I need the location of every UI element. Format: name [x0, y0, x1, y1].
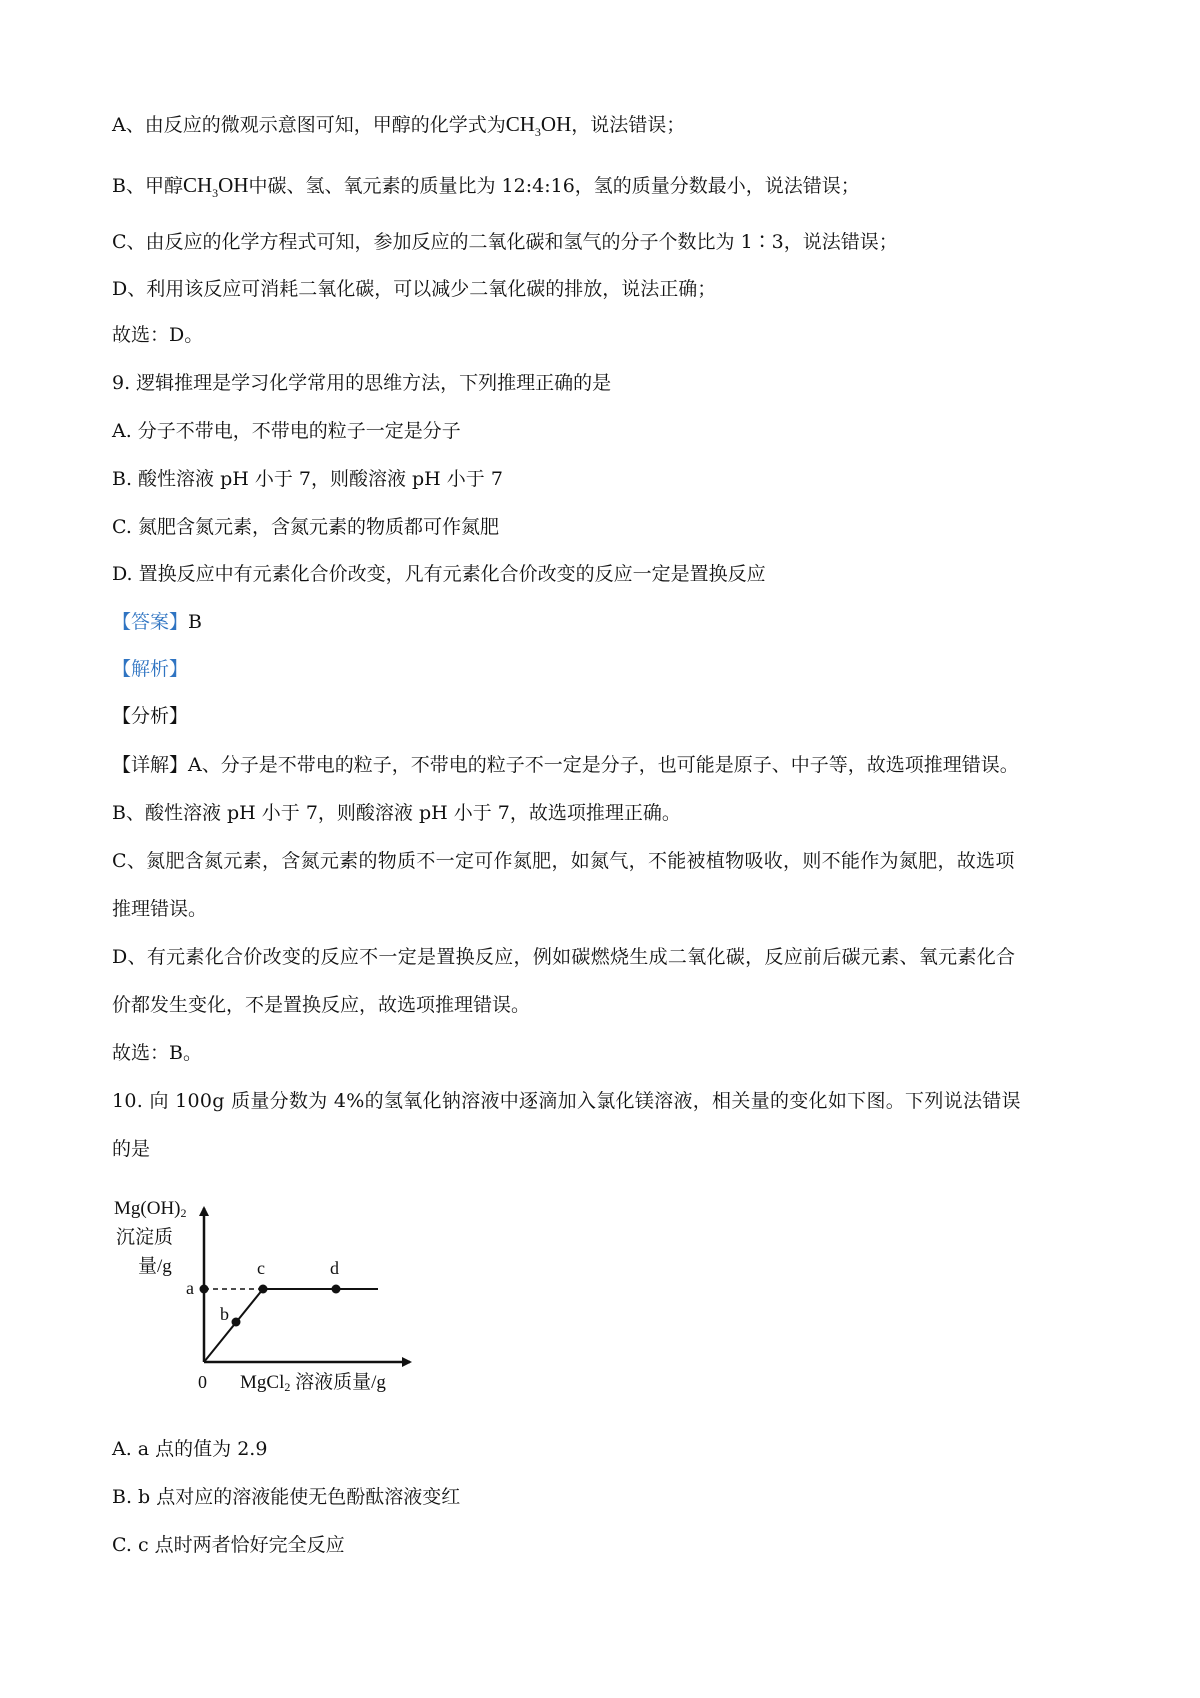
- q9-option-C: C. 氮肥含氮元素，含氮元素的物质都可作氮肥: [112, 516, 499, 538]
- point-d-label: d: [330, 1258, 339, 1278]
- q9-option-D: D. 置换反应中有元素化合价改变，凡有元素化合价改变的反应一定是置换反应: [112, 563, 766, 585]
- q8-B-pre: B、甲醇: [112, 175, 183, 197]
- q8-solution-D: D、利用该反应可消耗二氧化碳，可以减少二氧化碳的排放，说法正确；: [112, 278, 717, 300]
- precipitate-curve: [204, 1289, 378, 1362]
- answer-tag: 【答案】: [112, 611, 189, 633]
- point-c-label: c: [257, 1258, 265, 1278]
- y-axis-label-line2: 沉淀质: [116, 1227, 174, 1248]
- q9-choice: 故选：B。: [112, 1042, 202, 1064]
- answer-value: B: [188, 611, 202, 633]
- q10-stem-line2: 的是: [112, 1138, 151, 1160]
- q8-solution-B: [112, 172, 860, 199]
- y-axis-label-line1: Mg(OH)2: [114, 1198, 187, 1220]
- q8-A-post: ，说法错误；: [571, 114, 686, 136]
- q9-detail-D-line2: 价都发生变化，不是置换反应，故选项推理错误。: [112, 994, 531, 1016]
- point-a-marker: [200, 1285, 209, 1294]
- methanol-formula: $CH_3OH$: [182, 173, 249, 200]
- point-a-label: a: [186, 1278, 194, 1298]
- q8-choice: 故选：D。: [112, 324, 204, 346]
- q9-stem: 9. 逻辑推理是学习化学常用的思维方法，下列推理正确的是: [112, 372, 612, 394]
- point-d-marker: [332, 1285, 341, 1294]
- q9-option-B: B. 酸性溶液 pH 小于 7，则酸溶液 pH 小于 7: [112, 468, 503, 490]
- q8-solution-C: C、由反应的化学方程式可知，参加反应的二氧化碳和氢气的分子个数比为 1∶3，说法错误；: [112, 231, 898, 253]
- q9-detail-A: 【详解】A、分子是不带电的粒子，不带电的粒子不一定是分子，也可能是原子、中子等，故选项推理错误。: [112, 754, 1019, 776]
- point-b-label: b: [220, 1304, 229, 1324]
- q8-B-post: 中碳、氢、氧元素的质量比为 12:4:16，氢的质量分数最小，说法错误；: [248, 175, 860, 197]
- point-b-marker: [232, 1318, 241, 1327]
- origin-label: 0: [198, 1372, 207, 1392]
- precipitate-mass-graph: [108, 1192, 418, 1392]
- q9-detail-B: B、酸性溶液 pH 小于 7，则酸溶液 pH 小于 7，故选项推理正确。: [112, 802, 681, 824]
- point-c-marker: [259, 1285, 268, 1294]
- analysis-tag: 【解析】: [112, 658, 189, 680]
- x-axis-label: MgCl2 溶液质量/g: [240, 1372, 386, 1392]
- y-axis-label-line3: 量/g: [138, 1256, 172, 1277]
- detail-tag: 【详解】: [112, 754, 189, 776]
- q9-detail-D-line1: D、有元素化合价改变的反应不一定是置换反应，例如碳燃烧生成二氧化碳，反应前后碳元素、氧元素化合: [112, 946, 1016, 968]
- q10-option-C: C. c 点时两者恰好完全反应: [112, 1534, 345, 1556]
- q9-answer: [112, 609, 202, 635]
- q10-option-A: A. a 点的值为 2.9: [112, 1438, 268, 1460]
- q9-detail-C-line1: C、氮肥含氮元素，含氮元素的物质不一定可作氮肥，如氮气，不能被植物吸收，则不能作为氮肥，故选项: [112, 850, 1015, 872]
- fenxi-tag: 【分析】: [112, 705, 189, 727]
- q10-stem-line1: 10. 向 100g 质量分数为 4%的氢氧化钠溶液中逐滴加入氯化镁溶液，相关量的变化如下图。下列说法错误: [112, 1090, 1021, 1112]
- q8-A-pre: A、由反应的微观示意图可知，甲醇的化学式为: [112, 114, 506, 136]
- methanol-formula: $CH_3OH$: [505, 112, 572, 139]
- q10-option-B: B. b 点对应的溶液能使无色酚酞溶液变红: [112, 1486, 461, 1508]
- q9-detail-C-line2: 推理错误。: [112, 898, 208, 920]
- q8-solution-A: [112, 111, 685, 138]
- q9-option-A: A. 分子不带电，不带电的粒子一定是分子: [112, 420, 461, 442]
